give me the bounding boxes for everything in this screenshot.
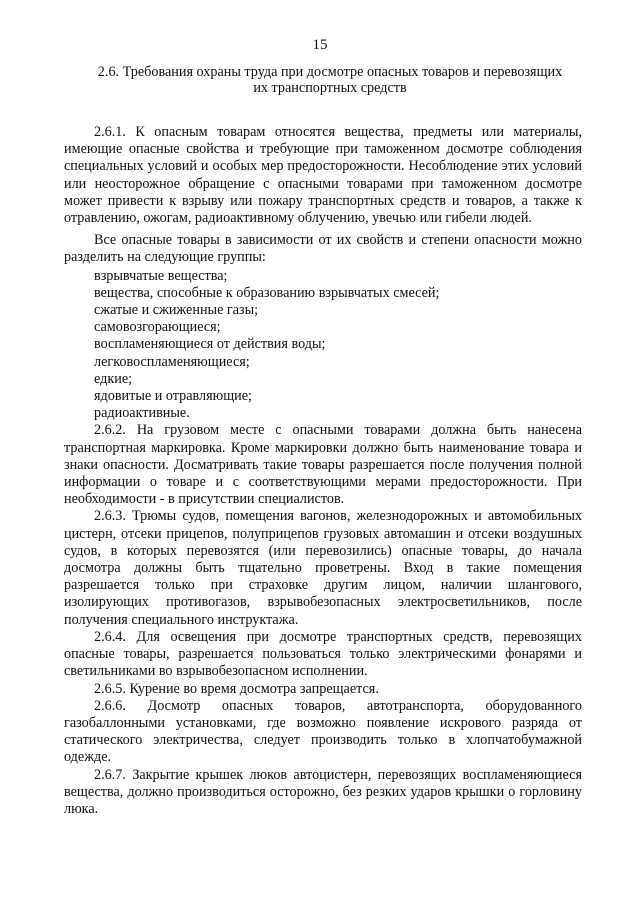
list-item: едкие; [94,370,133,387]
paragraph-2-6-1: 2.6.1. К опасным товарам относятся вещества, предметы или материалы, имеющие опасные свойства и требующие при таможенном досмотре соблюдения специальных условий и особых мер предосторожности. Несоблюдение этих условий или неосторожное обращение с опасными товарами при таможенном досмотре может привести к взрыву или пожару транспортных средств и товаров, а также к отравлению, ожогам, радиоактивному облучению, увечью или гибели людей. [64,124,582,227]
paragraph-2-6-7: 2.6.7. Закрытие крышек люков автоцистерн, перевозящих воспламеняющиеся вещества, должно производиться осторожно, без резких ударов крышки о горловину люка. [64,766,582,817]
list-item: сжатые и сжиженные газы; [94,302,259,319]
hazard-groups-list [64,268,582,423]
list-item: самовозгорающиеся; [94,319,221,336]
section-body [64,124,582,818]
section-title-line-2: их транспортных средств [253,80,407,96]
paragraph-groups-intro: Все опасные товары в зависимости от их свойств и степени опасности можно разделить на следующие группы: [64,232,582,266]
paragraph-2-6-4: 2.6.4. Для освещения при досмотре транспортных средств, перевозящих опасные товары, разрешается пользоваться только электрическими фонарями и светильниками во взрывобезопасном исполнении. [64,628,582,680]
list-item: взрывчатые вещества; [94,267,228,284]
list-item: воспламеняющиеся от действия воды; [94,336,326,353]
section-title-line-1: 2.6. Требования охраны труда при досмотре опасных товаров и перевозящих [97,64,563,80]
list-item: радиоактивные. [94,405,190,422]
list-item: ядовитые и отравляющие; [94,388,252,405]
page-number: 15 [312,37,328,53]
paragraph-2-6-3: 2.6.3. Трюмы судов, помещения вагонов, железнодорожных и автомобильных цистерн, отсеки прицепов, полуприцепов грузовых автомашин и отсеки воздушных судов, в которых перевозятся (или перевозились) опасные товары, до начала досмотра должны быть тщательно проветрены. Вход в такие помещения разрешается только при страховке другим лицом, наличии шлангового, изолирующих противогазов, взрывобезопасных электросветильников, после получения специального инструктажа. [64,508,582,628]
section-title [80,64,580,96]
paragraph-2-6-2: 2.6.2. На грузовом месте с опасными товарами должна быть нанесена транспортная маркировка. Кроме маркировки должно быть наименование товара и знаки опасности. Досматривать такие товары разрешается после получения полной информации о товаре и с соответствующими мерами предосторожности. При необходимости - в присутствии специалистов. [64,422,582,508]
list-item: легковоспламеняющиеся; [94,353,250,370]
list-item: вещества, способные к образованию взрывчатых смесей; [94,284,440,301]
paragraph-2-6-5: 2.6.5. Курение во время досмотра запрещается. [94,680,379,697]
paragraph-2-6-6: 2.6.6. Досмотр опасных товаров, автотранспорта, оборудованного газобаллонными установками, где возможно появление искрового разряда от статического электричества, следует производить только в хлопчатобумажной одежде. [64,697,582,766]
